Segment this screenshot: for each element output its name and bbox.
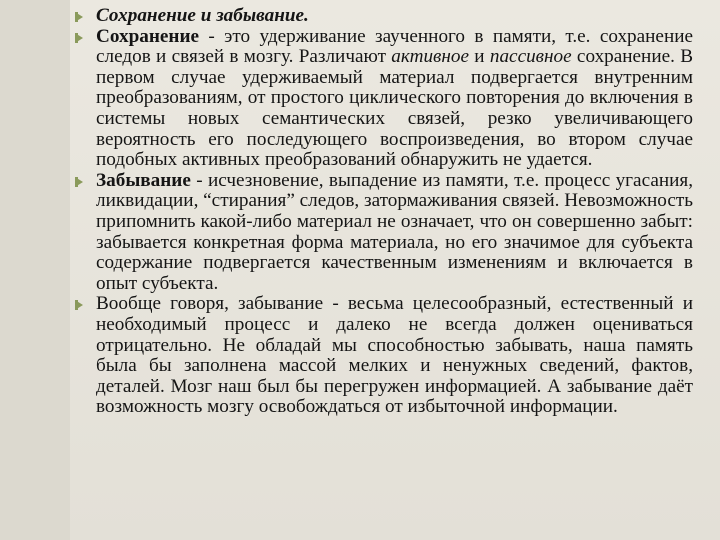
bullet-arrow-icon <box>75 33 83 43</box>
preservation-text-1: - это удерживание заученного в памяти, т.е. сохранение следов и связей в мозгу. Различают <box>96 25 693 68</box>
general-text: Вообще говоря, забывание - весьма целесообразный, естественный и необходимый процесс и далеко не всегда должен оцениваться отрицательно. Не обладай мы способностью забывать, наша память была бы заполнена массой мелких и ненужных сведений, фактов, деталей. Мозг наш был бы перегружен информацией. А забывание даёт возможность мозгу освобождаться от избыточной информации. <box>96 293 693 418</box>
bullet-list <box>96 6 693 418</box>
slide-title: Сохранение и забывание. <box>96 5 309 26</box>
term-passive: пассивное <box>489 46 572 68</box>
preservation-text-2: и <box>469 46 490 68</box>
term-forgetting: Забывание <box>96 169 191 191</box>
term-active: активное <box>391 46 469 68</box>
bullet-item-forgetting <box>96 171 693 295</box>
bullet-item-general <box>96 294 693 418</box>
bullet-arrow-icon <box>75 300 83 310</box>
bullet-item-preservation <box>96 27 693 171</box>
bullet-arrow-icon <box>75 177 83 187</box>
forgetting-text: - исчезновение, выпадение из памяти, т.е. процесс угасания, ликвидации, “стирания” следов, затормаживания связей. Невозможность припомнить какой-либо материал не означает, что он совершенно забыт: забывается конкретная форма материала, но его значимое для субъекта содержание подвергается качественным изменениям и включается в опыт субъекта. <box>96 169 693 294</box>
term-preservation: Сохранение <box>96 25 200 47</box>
bullet-item-title <box>96 6 693 27</box>
preservation-text-3: сохранение. В первом случае удерживаемый материал подвергается внутренним преобразованиям, от простого циклического повторения до включения в системы новых семантических связей, резко увеличивающего вероятность его последующего воспроизведения, во втором случае подобных активных преобразований обнаружить не удается. <box>96 46 693 171</box>
decorative-left-band <box>0 0 70 540</box>
bullet-arrow-icon <box>75 12 83 22</box>
